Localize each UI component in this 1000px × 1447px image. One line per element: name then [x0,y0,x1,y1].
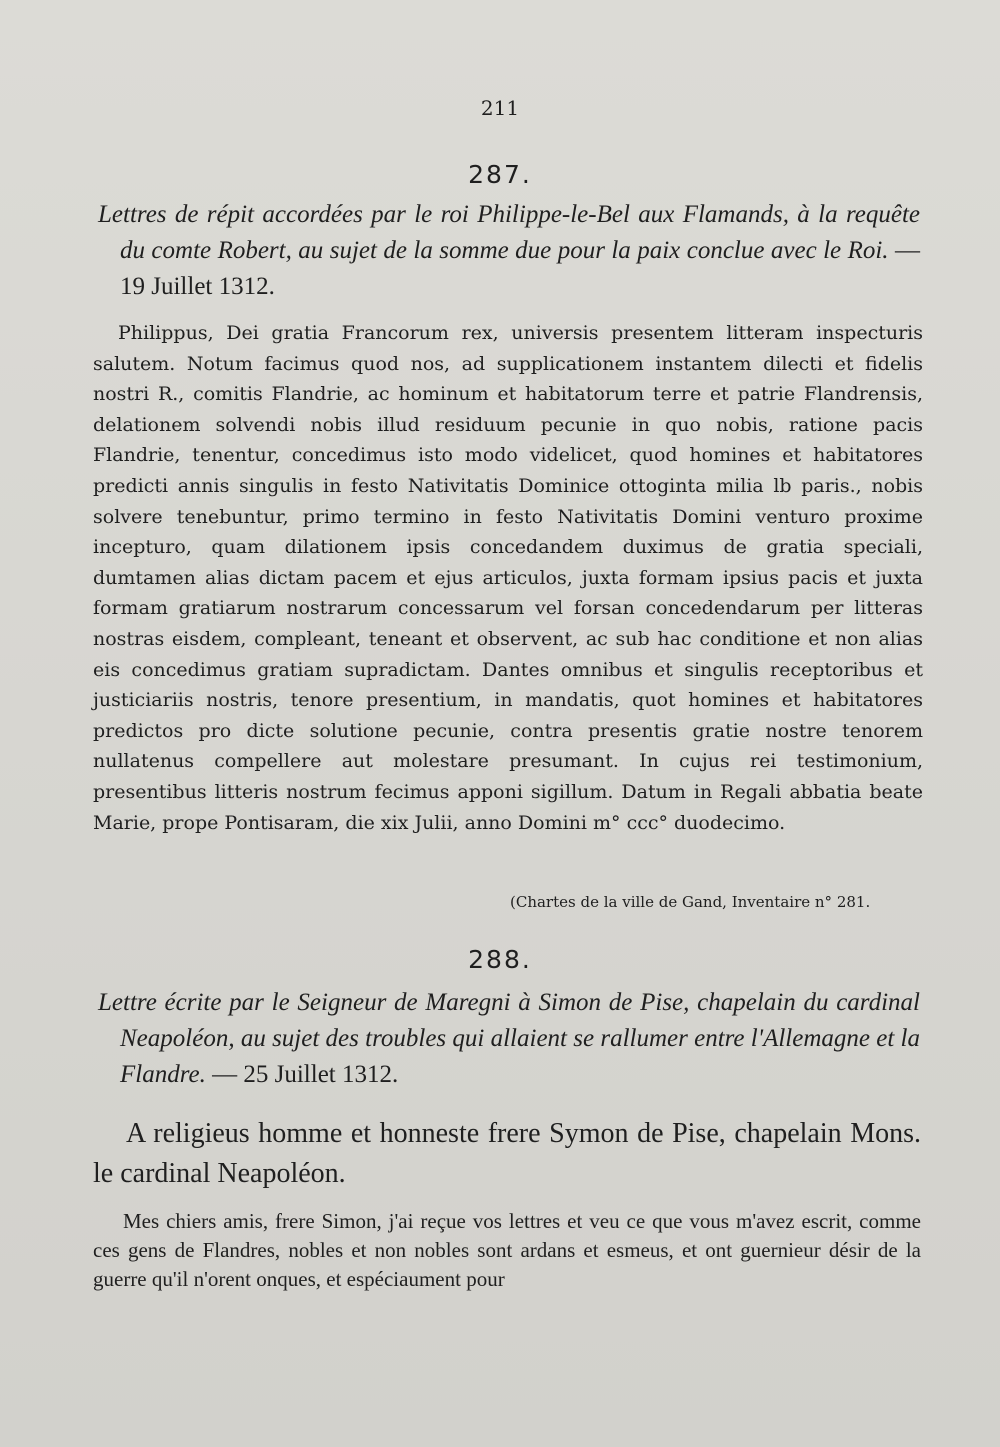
document-date: — 25 Juillet 1312. [212,1061,399,1088]
source-citation: (Chartes de la ville de Gand, Inventaire n° 281. [510,893,871,911]
document-date: — 19 Juillet 1312. [120,237,920,300]
document-title [98,985,920,1093]
document-title-text: Lettres de répit accordées par le roi Philippe-le-Bel aux Flamands, à la requête du comte Robert, au sujet de la somme due pour la paix conclue avec le Roi. [98,201,920,264]
document-title [98,197,920,305]
page-number: 211 [480,96,520,120]
letter-body: Mes chiers amis, frere Simon, j'ai reçue vos lettres et veu ce que vous m'avez escrit, comme ces gens de Flandres, nobles et non nobles sont ardans et esmeus, et ont guernieur désir de la guerre qu'il n'orent onques, et espéciaument pour [93,1209,921,1291]
document-body: Philippus, Dei gratia Francorum rex, universis presentem litteram inspecturis salutem. Notum facimus quod nos, ad supplicationem instantem dilecti et fidelis nostri R., comitis Flandrie, ac hominum et habitatorum terre et patrie Flandrensis, delationem solvendi nobis illud residuum pecunie in quo nobis, ratione pacis Flandrie, tenentur, concedimus isto modo videlicet, quod homines et habitatores predicti annis singulis in festo Nativitatis Dominice ottoginta milia lb paris., nobis solvere tenebuntur, primo termino in festo Nativitatis Domini venturo proxime incepturo, quam dilationem ipsis concedandem duximus de gratia speciali, dumtamen alias dictam pacem et ejus articulos, juxta formam ipsius pacis et juxta formam gratiarum nostrarum concessarum vel forsan concedendarum per litteras nostras eisdem, compleant, teneant et observent, ac sub hac conditione et non alias eis concedimus gratiam supradictam. Dantes omnibus et singulis receptoribus et justiciariis nostris, tenore presentium, in mandatis, quot homines et habitatores predictos pro dicte solutione pecunie, contra presentis gratie nostre tenorem nullatenus compellere aut molestare presumant. In cujus rei testimonium, presentibus litteris nostrum fecimus apponi sigillum. Datum in Regali abbatia beate Marie, prope Pontisaram, die xix Julii, anno Domini m° ccc° duodecimo. [93,322,923,834]
document-number: 288. [468,945,532,974]
document-number: 287. [468,160,532,189]
document-title-text: Lettre écrite par le Seigneur de Maregni à Simon de Pise, chapelain du cardinal Neapoléon, au sujet des troubles qui allaient se rallumer entre l'Allemagne et la Flandre. [98,989,920,1088]
letter-address: A religieus homme et honneste frere Symon de Pise, chapelain Mons. le cardinal Neapoléon. [93,1118,921,1189]
